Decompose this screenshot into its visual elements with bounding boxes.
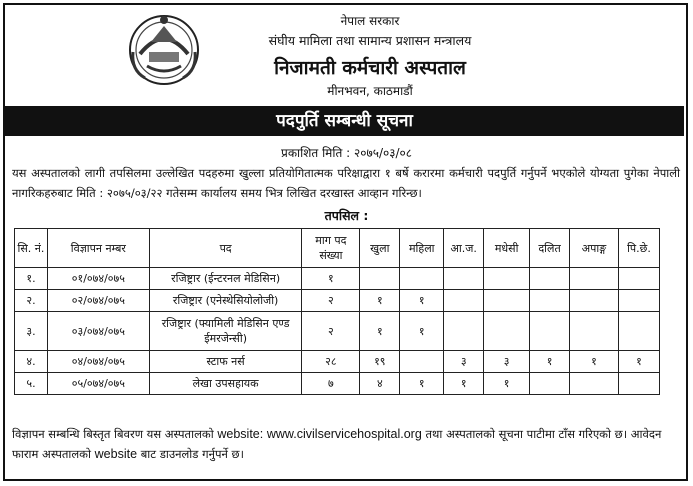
ministry-name: संघीय मामिला तथा सामान्य प्रशासन मन्त्रालय bbox=[268, 33, 472, 48]
cell-disabled: १ bbox=[570, 351, 619, 373]
vacancy-table bbox=[14, 228, 660, 395]
cell-sn: ४. bbox=[15, 351, 48, 373]
table-row bbox=[15, 351, 660, 373]
government-name: नेपाल सरकार bbox=[340, 14, 400, 28]
cell-madhesi: ३ bbox=[484, 351, 530, 373]
header-madhesi: मधेसी bbox=[484, 229, 530, 268]
cell-open: १९ bbox=[360, 351, 400, 373]
cell-open: १ bbox=[360, 290, 400, 312]
cell-women: १ bbox=[400, 373, 444, 395]
footer-website-label: website: bbox=[217, 427, 264, 441]
cell-post: रजिष्ट्रार (ईन्टरनल मेडिसिन) bbox=[149, 268, 302, 290]
cell-open: ४ bbox=[360, 373, 400, 395]
cell-ad-number: ०१/०७४/०७५ bbox=[47, 268, 149, 290]
header-disabled: अपाङ्ग bbox=[570, 229, 619, 268]
cell-backward-region bbox=[618, 373, 659, 395]
cell-indigenous: ३ bbox=[444, 351, 484, 373]
cell-women: १ bbox=[400, 290, 444, 312]
cell-dalit bbox=[530, 268, 570, 290]
table-row bbox=[15, 312, 660, 351]
hospital-name: निजामती कर्मचारी अस्पताल bbox=[274, 57, 466, 79]
cell-disabled bbox=[570, 373, 619, 395]
header-ad-number: विज्ञापन नम्बर bbox=[47, 229, 149, 268]
cell-ad-number: ०२/०७४/०७५ bbox=[47, 290, 149, 312]
header-post: पद bbox=[149, 229, 302, 268]
website-link[interactable]: www.civilservicehospital.org bbox=[266, 427, 422, 441]
cell-disabled bbox=[570, 290, 619, 312]
cell-indigenous bbox=[444, 312, 484, 351]
cell-post: रजिष्ट्रार (फ्यामिली मेडिसिन एण्ड ईमरजेन्सी) bbox=[149, 312, 302, 351]
cell-sn: २. bbox=[15, 290, 48, 312]
cell-sn: ३. bbox=[15, 312, 48, 351]
cell-post: रजिष्ट्रार (एनेस्थेसियोलोजी) bbox=[149, 290, 302, 312]
header-sn: सि. नं. bbox=[15, 229, 48, 268]
cell-ad-number: ०५/०७४/०७५ bbox=[47, 373, 149, 395]
cell-madhesi: १ bbox=[484, 373, 530, 395]
cell-ad-number: ०४/०७४/०७५ bbox=[47, 351, 149, 373]
header-demand: माग पद संख्या bbox=[302, 229, 360, 268]
notice-title-banner: पदपुर्ति सम्बन्धी सूचना bbox=[5, 106, 684, 136]
cell-backward-region: १ bbox=[618, 351, 659, 373]
cell-madhesi bbox=[484, 290, 530, 312]
cell-dalit bbox=[530, 290, 570, 312]
published-date: प्रकाशित मिति : २०७५/०३/०८ bbox=[281, 146, 412, 160]
cell-indigenous: १ bbox=[444, 373, 484, 395]
cell-dalit bbox=[530, 312, 570, 351]
cell-dalit: १ bbox=[530, 351, 570, 373]
cell-women bbox=[400, 351, 444, 373]
header-open: खुला bbox=[360, 229, 400, 268]
footer-note bbox=[12, 424, 680, 464]
cell-post: लेखा उपसहायक bbox=[149, 373, 302, 395]
footer-text-3: बाट डाउनलोड गर्नुपर्ने छ। bbox=[140, 447, 244, 461]
cell-open bbox=[360, 268, 400, 290]
table-header-row bbox=[15, 229, 660, 268]
footer-text-1: विज्ञापन सम्बन्धि बिस्तृत बिवरण यस अस्पतालको bbox=[12, 427, 214, 441]
cell-demand: २ bbox=[302, 290, 360, 312]
cell-indigenous bbox=[444, 290, 484, 312]
footer-website-label-2: website bbox=[94, 447, 138, 461]
table-row bbox=[15, 290, 660, 312]
cell-madhesi bbox=[484, 312, 530, 351]
cell-demand: १ bbox=[302, 268, 360, 290]
cell-demand: २८ bbox=[302, 351, 360, 373]
cell-women bbox=[400, 268, 444, 290]
cell-indigenous bbox=[444, 268, 484, 290]
cell-women: १ bbox=[400, 312, 444, 351]
intro-paragraph: यस अस्पतालको लागी तपसिलमा उल्लेखित पदहरुमा खुल्ला प्रतियोगितात्मक परिक्षाद्वारा १ बर्षे करारमा कर्मचारी पदपुर्ति गर्नुपर्ने भएकोले योग्यता पुगेका नेपाली नागरिकहरुबाट मिति : २०७५/०३/२२ गतेसम्म कार्यालय समय भित्र लिखित दरखास्त आव्हान गरिन्छ। bbox=[12, 166, 680, 200]
header-backward-region: पि.छे. bbox=[618, 229, 659, 268]
cell-ad-number: ०३/०७४/०७५ bbox=[47, 312, 149, 351]
cell-demand: ७ bbox=[302, 373, 360, 395]
address: मीनभवन, काठमाडौं bbox=[327, 84, 413, 98]
cell-post: स्टाफ नर्स bbox=[149, 351, 302, 373]
schedule-title: तपसिल : bbox=[324, 208, 369, 223]
header-indigenous: आ.ज. bbox=[444, 229, 484, 268]
header-dalit: दलित bbox=[530, 229, 570, 268]
table-row bbox=[15, 268, 660, 290]
cell-dalit bbox=[530, 373, 570, 395]
cell-backward-region bbox=[618, 290, 659, 312]
cell-backward-region bbox=[618, 312, 659, 351]
header-women: महिला bbox=[400, 229, 444, 268]
cell-open: १ bbox=[360, 312, 400, 351]
footer-text-2: तथा अस्पतालको सूचना पाटीमा टाँस गरिएको छ। आवेदन फाराम अस्पतालको bbox=[12, 427, 662, 461]
cell-sn: १. bbox=[15, 268, 48, 290]
cell-madhesi bbox=[484, 268, 530, 290]
cell-disabled bbox=[570, 268, 619, 290]
cell-sn: ५. bbox=[15, 373, 48, 395]
cell-disabled bbox=[570, 312, 619, 351]
table-row bbox=[15, 373, 660, 395]
cell-backward-region bbox=[618, 268, 659, 290]
cell-demand: २ bbox=[302, 312, 360, 351]
